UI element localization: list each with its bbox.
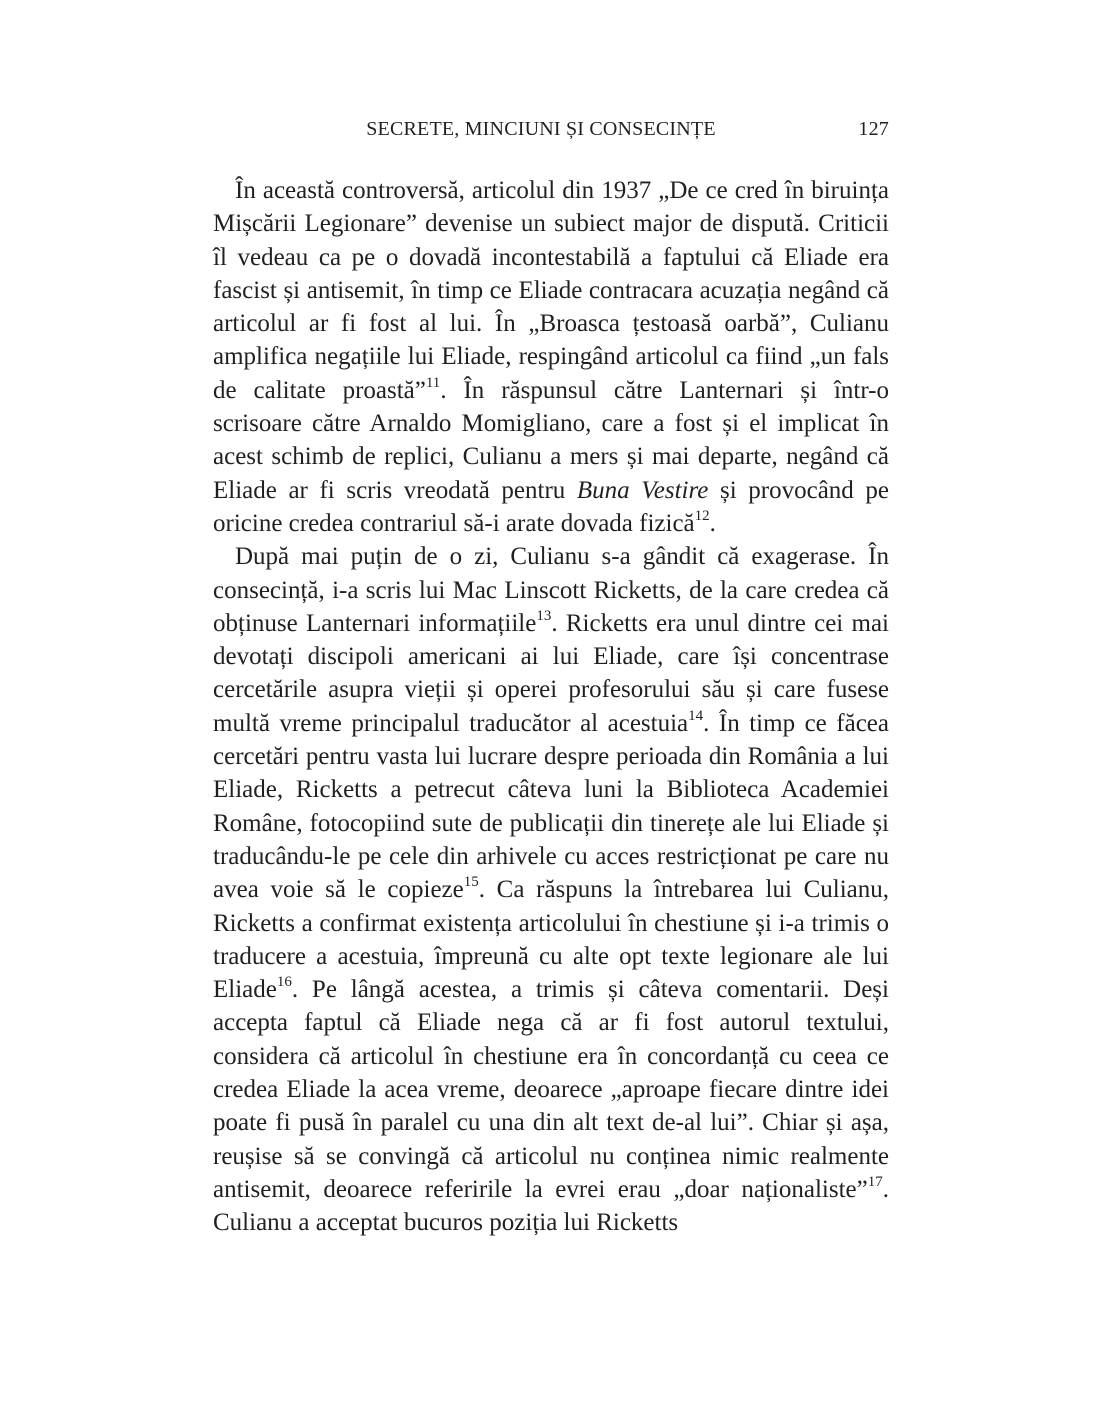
footnote-reference: 16 bbox=[276, 974, 292, 991]
footnote-reference: 15 bbox=[463, 874, 479, 891]
footnote-reference: 12 bbox=[694, 507, 710, 524]
page-content bbox=[213, 118, 889, 1240]
text-run: . Culianu a acceptat bucuros poziția lui Ricketts bbox=[213, 1175, 889, 1237]
page-number: 127 bbox=[858, 118, 889, 140]
paragraph bbox=[213, 540, 889, 1239]
text-run: . În timp ce făcea cercetări pentru vasta lui lucrare despre perioada din România a lui Eliade, Ricketts a petrecut câteva luni la Biblioteca Academiei Române, fotocopiind sute de publicații din tinerețe ale lui Eliade și traducându-le pe cele din arhivele cu acces restricționat pe care nu avea voie să le copieze bbox=[213, 709, 889, 904]
italic-title: Buna Vestire bbox=[576, 476, 709, 504]
text-run: . Ca răspuns la întrebarea lui Culianu, Ricketts a confirmat existența articolului în chestiune și i-a trimis o traducere a acestuia, împreună cu alte opt texte legionare ale lui Eliade bbox=[213, 876, 889, 1004]
footnote-reference: 17 bbox=[867, 1173, 883, 1190]
paragraph bbox=[213, 174, 889, 540]
footnote-reference: 13 bbox=[536, 607, 552, 624]
footnote-reference: 11 bbox=[425, 374, 441, 391]
running-header bbox=[213, 118, 889, 154]
text-run: După mai puțin de o zi, Culianu s-a gândit că exagerase. În consecință, i-a scris lui Mac Linscott Ricketts, de la care credea că obținuse Lanternari informațiile bbox=[213, 543, 889, 637]
running-title: SECRETE, MINCIUNI ȘI CONSECINȚE bbox=[366, 118, 716, 140]
text-run: . Ricketts era unul dintre cei mai devotați discipoli americani ai lui Eliade, care își concentrase cercetările asupra vieții și operei profesorului său și care fusese multă vreme principalul traducător al acestuia bbox=[213, 609, 889, 737]
footnote-reference: 14 bbox=[688, 707, 704, 724]
text-run: . bbox=[709, 509, 716, 537]
body-text bbox=[213, 174, 889, 1240]
text-run: . În răspunsul către Lanternari și într-o scrisoare către Arnaldo Momigliano, care a fost și el implicat în acest schimb de replici, Culianu a mers și mai departe, negând că Eliade ar fi scris vreodată pentru bbox=[213, 376, 889, 504]
text-run: În această controversă, articolul din 1937 „De ce cred în biruința Mișcării Legionare” devenise un subiect major de dispută. Criticii îl vedeau ca pe o dovadă incontestabilă a faptului că Eliade era fascist și antisemit, în timp ce Eliade contracara acuzația negând că articolul ar fi fost al lui. În „Broasca țestoasă oarbă”, Culianu amplifica negațiile lui Eliade, respingând articolul ca fiind „un fals de calitate proastă” bbox=[213, 177, 889, 404]
text-run: și provocând pe oricine credea contrariul să-i arate dovada fizică bbox=[213, 476, 889, 537]
text-run: . Pe lângă acestea, a trimis și câteva comentarii. Deși accepta faptul că Eliade nega că ar fi fost autorul textului, considera că articolul în chestiune era în concordanță cu ceea ce credea Eliade la acea vreme, deoarece „aproape fiecare dintre idei poate fi pusă în paralel cu una din alt text de-al lui”. Chiar și așa, reușise să se convingă că articolul nu conținea nimic realmente antisemit, deoarece referirile la evrei erau „doar naționaliste” bbox=[213, 976, 889, 1203]
